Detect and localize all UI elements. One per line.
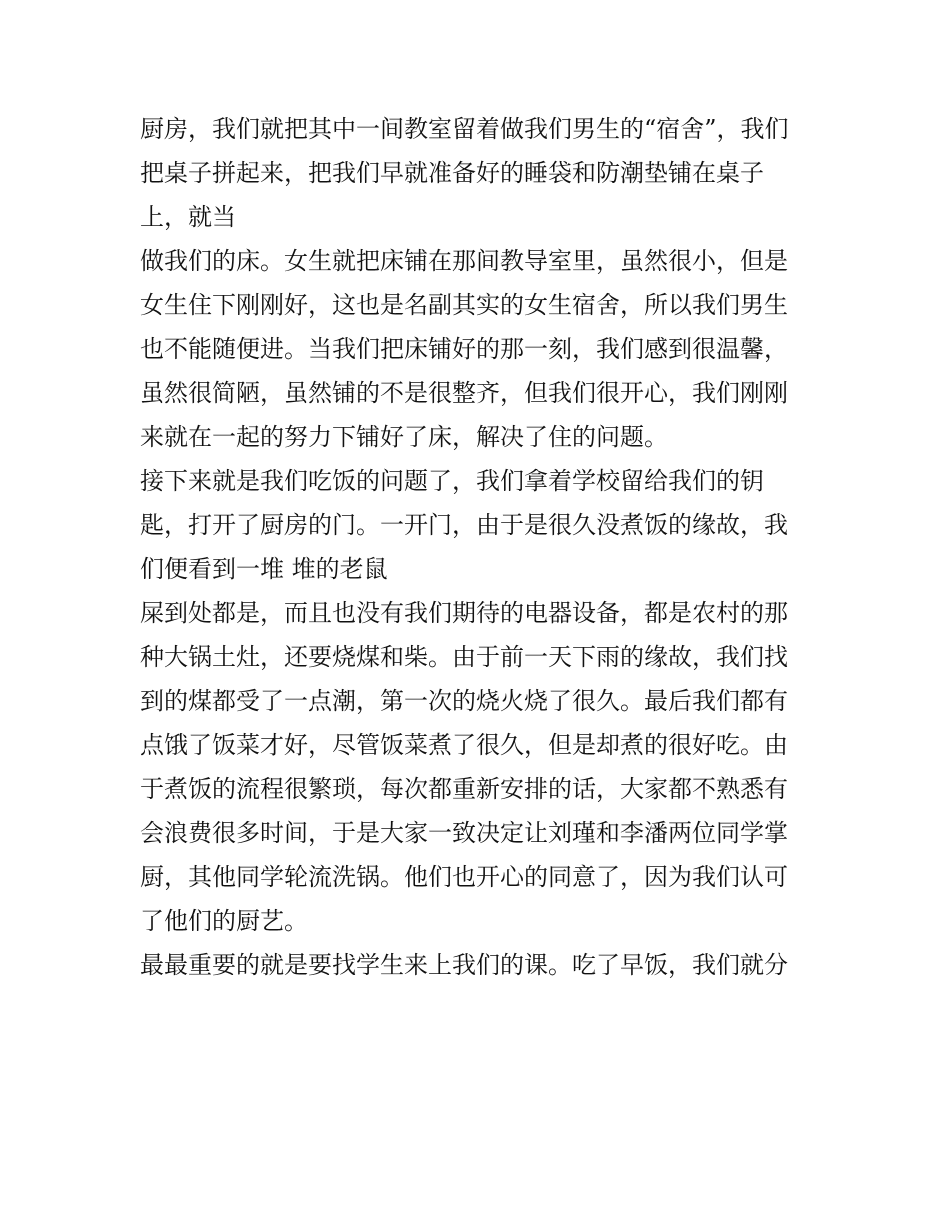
text-line: 们便看到一堆 堆的老鼠 [140, 555, 388, 583]
text-line: 虽然很简陋，虽然铺的不是很整齐，但我们很开心，我们刚刚 [140, 379, 788, 407]
text-line: 做我们的床。女生就把床铺在那间教导室里，虽然很小，但是 [140, 247, 788, 275]
text-line: 了他们的厨艺。 [140, 907, 308, 935]
text-line: 上，就当 [140, 203, 236, 231]
text-line: 厨，其他同学轮流洗锅。他们也开心的同意了，因为我们认可 [140, 863, 788, 891]
text-line: 匙，打开了厨房的门。一开门，由于是很久没煮饭的缘故，我 [140, 511, 788, 539]
text-line: 种大锅土灶，还要烧煤和柴。由于前一天下雨的缘故，我们找 [140, 643, 788, 671]
text-line: 于煮饭的流程很繁琐，每次都重新安排的话，大家都不熟悉有 [140, 775, 788, 803]
text-line: 到的煤都受了一点潮，第一次的烧火烧了很久。最后我们都有 [140, 687, 788, 715]
text-line: 厨房，我们就把其中一间教室留着做我们男生的“宿舍”，我们 [140, 115, 789, 143]
text-line: 女生住下刚刚好，这也是名副其实的女生宿舍，所以我们男生 [140, 291, 788, 319]
text-line: 也不能随便进。当我们把床铺好的那一刻，我们感到很温馨， [140, 335, 788, 363]
text-line: 把桌子拼起来，把我们早就准备好的睡袋和防潮垫铺在桌子 [140, 159, 764, 187]
text-line: 会浪费很多时间，于是大家一致决定让刘瑾和李潘两位同学掌 [140, 819, 788, 847]
text-line: 来就在一起的努力下铺好了床，解决了住的问题。 [140, 423, 668, 451]
body-text [140, 107, 820, 987]
text-line: 点饿了饭菜才好，尽管饭菜煮了很久，但是却煮的很好吃。由 [140, 731, 788, 759]
text-line: 最最重要的就是要找学生来上我们的课。吃了早饭，我们就分 [140, 951, 788, 979]
text-line: 屎到处都是，而且也没有我们期待的电器设备，都是农村的那 [140, 599, 788, 627]
text-line: 接下来就是我们吃饭的问题了，我们拿着学校留给我们的钥 [140, 467, 764, 495]
